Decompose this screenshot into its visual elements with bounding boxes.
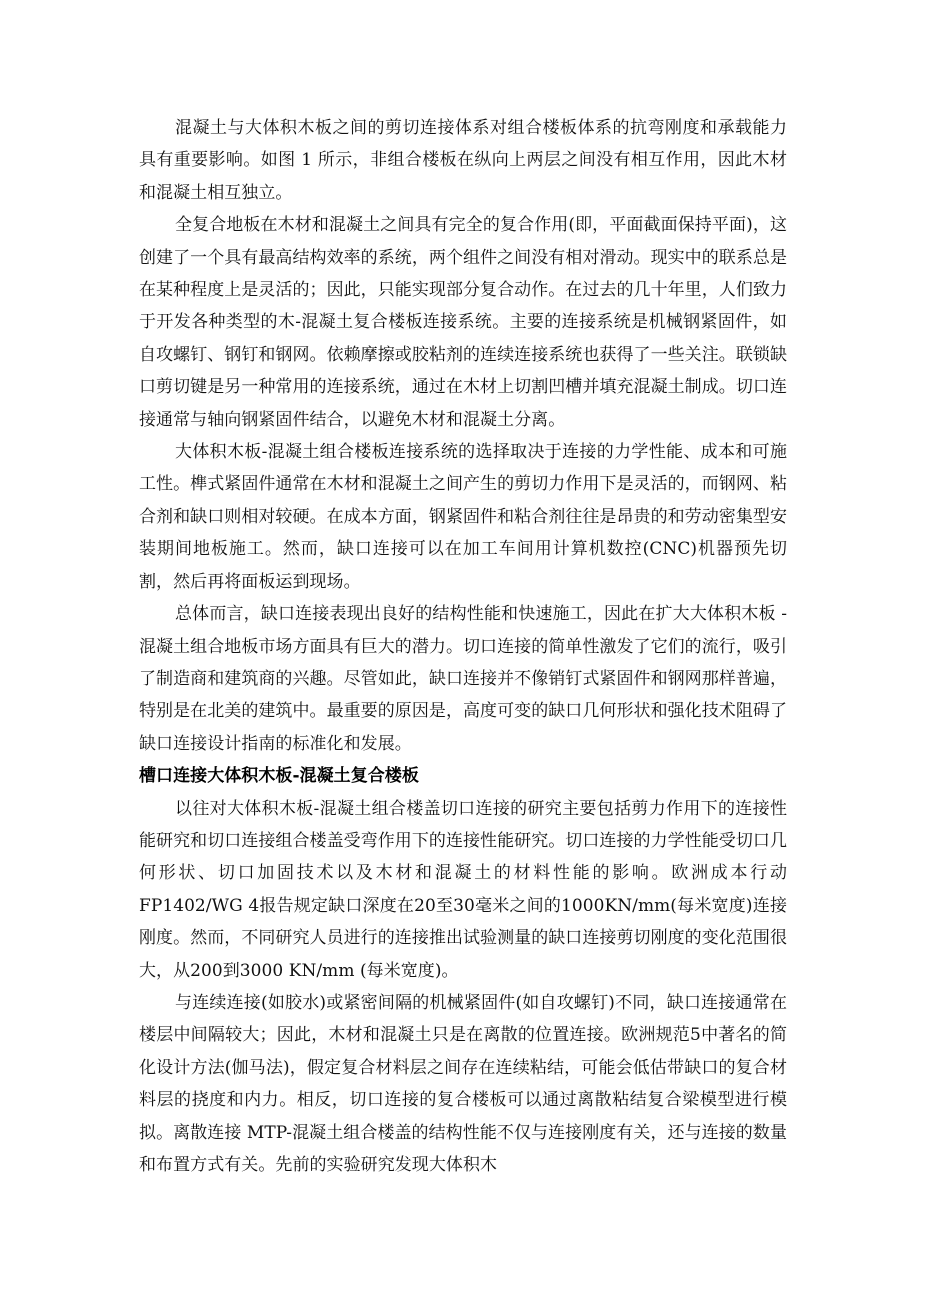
paragraph: 大体积木板-混凝土组合楼板连接系统的选择取决于连接的力学性能、成本和可施工性。榫式紧固件通常在木材和混凝土之间产生的剪切力作用下是灵活的，而钢网、粘合剂和缺口则相对较硬。在成本方面，钢紧固件和粘合剂往往是昂贵的和劳动密集型安装期间地板施工。然而，缺口连接可以在加工车间用计算机数控(CNC)机器预先切割，然后再将面板运到现场。 xyxy=(139,442,787,592)
paragraph: 全复合地板在木材和混凝土之间具有完全的复合作用(即，平面截面保持平面)，这创建了一个具有最高结构效率的系统，两个组件之间没有相对滑动。现实中的联系总是在某种程度上是灵活的；因此，只能实现部分复合动作。在过去的几十年里，人们致力于开发各种类型的木-混凝土复合楼板连接系统。主要的连接系统是机械钢紧固件，如自攻螺钉、钢钉和钢网。依赖摩擦或胶粘剂的连续连接系统也获得了一些关注。联锁缺口剪切键是另一种常用的连接系统，通过在木材上切割凹槽并填充混凝土制成。切口连接通常与轴向钢紧固件结合，以避免木材和混凝土分离。 xyxy=(139,215,787,430)
section-heading: 槽口连接大体积木板-混凝土复合楼板 xyxy=(139,766,419,787)
paragraph: 以往对大体积木板-混凝土组合楼盖切口连接的研究主要包括剪力作用下的连接性能研究和切口连接组合楼盖受弯作用下的连接性能研究。切口连接的力学性能受切口几何形状、切口加固技术以及木材和混凝土的材料性能的影响。欧洲成本行动FP1402/WG 4报告规定缺口深度在20至30毫米之间的1000KN/mm(每米宽度)连接刚度。然而，不同研究人员进行的连接推出试验测量的缺口连接剪切刚度的变化范围很大，从200到3000 KN/mm (每米宽度)。 xyxy=(139,798,787,981)
document-page xyxy=(139,112,787,1181)
paragraph: 混凝土与大体积木板之间的剪切连接体系对组合楼板体系的抗弯刚度和承载能力具有重要影响。如图 1 所示，非组合楼板在纵向上两层之间没有相互作用，因此木材和混凝土相互独立。 xyxy=(139,118,787,203)
paragraph: 总体而言，缺口连接表现出良好的结构性能和快速施工，因此在扩大大体积木板 -混凝土组合地板市场方面具有巨大的潜力。切口连接的简单性激发了它们的流行，吸引了制造商和建筑商的兴趣。尽管如此，缺口连接并不像销钉式紧固件和钢网那样普遍，特别是在北美的建筑中。最重要的原因是，高度可变的缺口几何形状和强化技术阻碍了缺口连接设计指南的标准化和发展。 xyxy=(139,604,787,754)
paragraph: 与连续连接(如胶水)或紧密间隔的机械紧固件(如自攻螺钉)不同，缺口连接通常在楼层中间隔较大；因此，木材和混凝土只是在离散的位置连接。欧洲规范5中著名的简化设计方法(伽马法)，假定复合材料层之间存在连续粘结，可能会低估带缺口的复合材料层的挠度和内力。相反，切口连接的复合楼板可以通过离散粘结复合梁模型进行模拟。离散连接 MTP-混凝土组合楼盖的结构性能不仅与连接刚度有关，还与连接的数量和布置方式有关。先前的实验研究发现大体积木 xyxy=(139,992,787,1175)
